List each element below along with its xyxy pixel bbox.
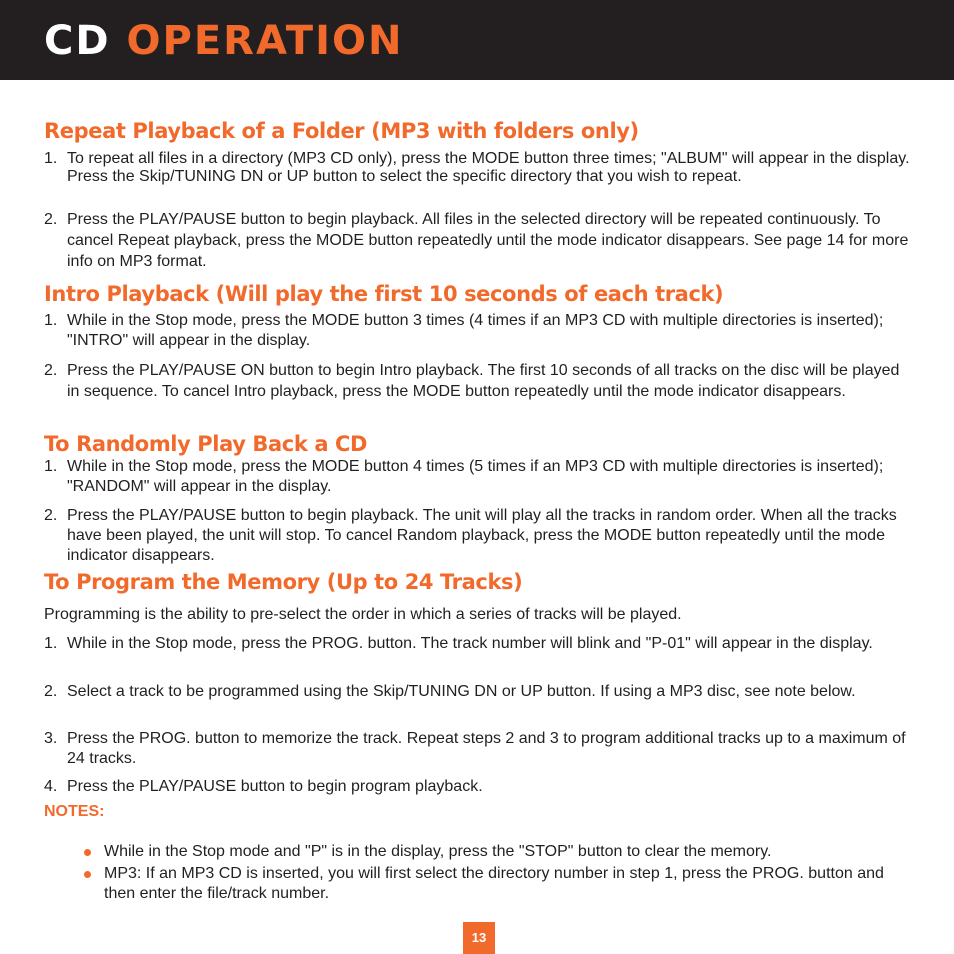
note-text: MP3: If an MP3 CD is inserted, you will first select the directory number in step 1, press the PROG. button and then enter the file/track number.	[104, 865, 884, 902]
list-item	[44, 150, 916, 186]
item-text: While in the Stop mode, press the MODE button 4 times (5 times if an MP3 CD with multiple directories is inserted); "RANDOM" will appear in the display.	[67, 458, 884, 495]
list-item	[44, 506, 916, 566]
note-item	[84, 864, 904, 904]
item-text: While in the Stop mode, press the PROG. button. The track number will blink and "P-01" will appear in the display.	[67, 635, 873, 652]
item-text: Press the PLAY/PAUSE button to begin playback. All files in the selected directory will be repeated continuously. To cancel Repeat playback, press the MODE button repeatedly until the mode indicator disappears. See page 14 for more info on MP3 format.	[67, 211, 909, 270]
section-title-random-play: To Randomly Play Back a CD	[44, 432, 368, 456]
list-item	[44, 682, 916, 702]
page-number: 13	[463, 922, 495, 954]
item-text: To repeat all files in a directory (MP3 CD only), press the MODE button three times; "ALBUM" will appear in the display. Press the Skip/TUNING DN or UP button to select the specific directory that you wish to repeat.	[67, 150, 910, 185]
note-item	[84, 842, 904, 862]
section-title-program-memory: To Program the Memory (Up to 24 Tracks)	[44, 570, 523, 594]
item-number: 3.	[44, 730, 58, 747]
page-title	[44, 18, 403, 64]
item-text: Press the PLAY/PAUSE button to begin program playback.	[67, 778, 483, 795]
list-item	[44, 209, 916, 272]
item-number: 2.	[44, 683, 58, 700]
item-text: Press the PLAY/PAUSE button to begin playback. The unit will play all the tracks in random order. When all the tracks have been played, the unit will stop. To cancel Random playback, press the MODE button repeatedly until the mode indicator disappears.	[67, 507, 897, 564]
item-text: While in the Stop mode, press the MODE button 3 times (4 times if an MP3 CD with multiple directories is inserted); "INTRO" will appear in the display.	[67, 312, 884, 349]
section-title-intro-playback: Intro Playback (Will play the first 10 seconds of each track)	[44, 282, 724, 306]
list-item	[44, 457, 916, 497]
item-number: 2.	[44, 507, 58, 524]
list-item	[44, 729, 916, 769]
item-number: 2.	[44, 362, 58, 379]
item-number: 1.	[44, 150, 58, 167]
item-number: 1.	[44, 635, 58, 652]
item-number: 1.	[44, 312, 58, 329]
section-title-repeat-folder: Repeat Playback of a Folder (MP3 with folders only)	[44, 119, 639, 143]
list-item	[44, 634, 916, 654]
page-header	[0, 0, 954, 80]
title-cd: CD	[44, 18, 111, 64]
program-intro-text: Programming is the ability to pre-select the order in which a series of tracks will be played.	[44, 606, 682, 623]
item-number: 1.	[44, 458, 58, 475]
item-text: Select a track to be programmed using the Skip/TUNING DN or UP button. If using a MP3 disc, see note below.	[67, 683, 856, 700]
note-text: While in the Stop mode and "P" is in the display, press the "STOP" button to clear the memory.	[104, 843, 772, 860]
title-operation: OPERATION	[126, 18, 404, 64]
list-item	[44, 311, 916, 351]
bullet-dot-icon	[84, 849, 91, 856]
bullet-dot-icon	[84, 871, 91, 878]
list-item	[44, 777, 916, 797]
list-item	[44, 360, 916, 402]
item-number: 2.	[44, 211, 58, 228]
item-text: Press the PLAY/PAUSE ON button to begin Intro playback. The first 10 seconds of all tracks on the disc will be played in sequence. To cancel Intro playback, press the MODE button repeatedly until the mode indicator disappears.	[67, 362, 900, 400]
item-text: Press the PROG. button to memorize the track. Repeat steps 2 and 3 to program additional tracks up to a maximum of 24 tracks.	[67, 730, 906, 767]
notes-label: NOTES:	[44, 803, 105, 820]
item-number: 4.	[44, 778, 58, 795]
